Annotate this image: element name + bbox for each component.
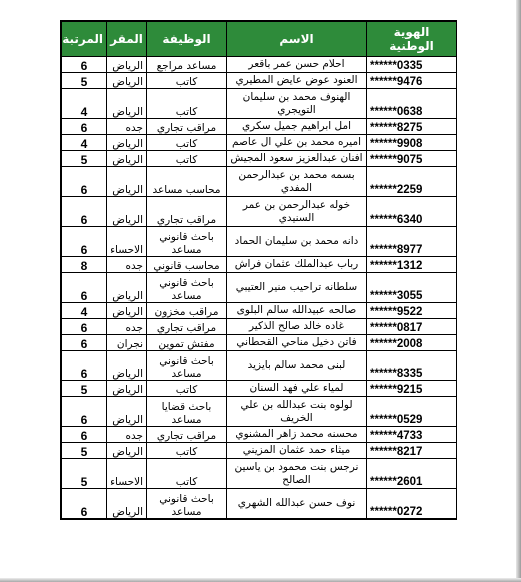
cell-location: الرياض (107, 273, 147, 303)
cell-job: محاسب مساعد (147, 167, 227, 197)
table-row (62, 443, 457, 459)
cell-job: مفتش تموين (147, 335, 227, 351)
table-row (62, 89, 457, 119)
cell-name: اميره محمد بن علي ال عاصم (227, 135, 367, 151)
table-row (62, 351, 457, 381)
cell-job: مراقب مخزون (147, 303, 227, 319)
cell-location: الرياض (107, 381, 147, 397)
window-bottom-shadow (0, 578, 521, 582)
cell-rank: 6 (62, 167, 107, 197)
header-national-id: الهوية الوطنية (367, 22, 457, 57)
cell-national-id: ******2008 (367, 335, 457, 351)
cell-national-id: ******4733 (367, 427, 457, 443)
cell-rank: 4 (62, 303, 107, 319)
table-row (62, 167, 457, 197)
cell-rank: 5 (62, 459, 107, 489)
cell-location: الرياض (107, 73, 147, 89)
cell-job: كاتب (147, 459, 227, 489)
table-row (62, 489, 457, 519)
table-row (62, 197, 457, 227)
cell-location: الرياض (107, 167, 147, 197)
table-row (62, 397, 457, 427)
cell-name: العنود عوض عايض المطيري (227, 73, 367, 89)
table-row (62, 381, 457, 397)
cell-job: كاتب (147, 73, 227, 89)
cell-name: غاده خالد صالح الذكير (227, 319, 367, 335)
cell-name: لبنى محمد سالم بايزيد (227, 351, 367, 381)
header-location: المقر (107, 22, 147, 57)
cell-job: كاتب (147, 443, 227, 459)
table-row (62, 151, 457, 167)
cell-rank: 4 (62, 89, 107, 119)
cell-job: باحث قانوني مساعد (147, 227, 227, 257)
candidates-sheet (60, 20, 457, 520)
cell-national-id: ******9522 (367, 303, 457, 319)
cell-national-id: ******2601 (367, 459, 457, 489)
cell-name: امل ابراهيم جميل سكري (227, 119, 367, 135)
cell-rank: 6 (62, 197, 107, 227)
cell-name: لولوه بنت عبدالله بن علي الخريف (227, 397, 367, 427)
cell-national-id: ******9075 (367, 151, 457, 167)
cell-rank: 6 (62, 489, 107, 519)
cell-job: كاتب (147, 151, 227, 167)
cell-location: جده (107, 119, 147, 135)
cell-name: صالحه عبيدالله سالم البلوى (227, 303, 367, 319)
cell-location: الرياض (107, 351, 147, 381)
cell-name: ميثاء حمد عثمان المزيني (227, 443, 367, 459)
cell-rank: 5 (62, 381, 107, 397)
cell-rank: 6 (62, 57, 107, 73)
cell-rank: 5 (62, 443, 107, 459)
cell-location: الرياض (107, 135, 147, 151)
cell-rank: 6 (62, 397, 107, 427)
cell-national-id: ******0817 (367, 319, 457, 335)
cell-rank: 6 (62, 335, 107, 351)
cell-location: الرياض (107, 443, 147, 459)
cell-job: كاتب (147, 89, 227, 119)
table-body (62, 57, 457, 519)
cell-national-id: ******2259 (367, 167, 457, 197)
cell-name: فاتن دخيل مناحي القحطاني (227, 335, 367, 351)
cell-job: باحث قضايا مساعد (147, 397, 227, 427)
cell-job: مراقب تجاري (147, 119, 227, 135)
table-row (62, 427, 457, 443)
table-row (62, 459, 457, 489)
cell-rank: 4 (62, 135, 107, 151)
table-row (62, 319, 457, 335)
cell-name: دانه محمد بن سليمان الحماد (227, 227, 367, 257)
header-rank: المرتبة (62, 22, 107, 57)
cell-job: مراقب تجاري (147, 197, 227, 227)
cell-rank: 6 (62, 351, 107, 381)
window-edge-shadow (516, 0, 521, 582)
cell-rank: 8 (62, 257, 107, 273)
table-header-row (62, 22, 457, 57)
table-row (62, 57, 457, 73)
cell-location: الرياض (107, 489, 147, 519)
cell-location: الرياض (107, 151, 147, 167)
cell-national-id: ******0272 (367, 489, 457, 519)
cell-location: الاحساء (107, 227, 147, 257)
cell-location: جده (107, 427, 147, 443)
cell-name: نرجس بنت محمود بن ياسين الصالح (227, 459, 367, 489)
header-job: الوظيفة (147, 22, 227, 57)
cell-job: محاسب قانوني (147, 257, 227, 273)
cell-name: سلطانه تراحيب منير العتيبي (227, 273, 367, 303)
cell-name: الهنوف محمد بن سليمان التويجري (227, 89, 367, 119)
cell-rank: 5 (62, 73, 107, 89)
cell-name: بسمه محمد بن عبدالرحمن المفدي (227, 167, 367, 197)
table-row (62, 227, 457, 257)
cell-name: نوف حسن عبدالله الشهري (227, 489, 367, 519)
table-row (62, 73, 457, 89)
cell-job: مساعد مراجع (147, 57, 227, 73)
cell-location: جده (107, 319, 147, 335)
header-name: الاسم (227, 22, 367, 57)
candidates-table (61, 21, 457, 519)
cell-national-id: ******8217 (367, 443, 457, 459)
cell-rank: 6 (62, 427, 107, 443)
cell-name: احلام حسن عمر باقعر (227, 57, 367, 73)
cell-national-id: ******8977 (367, 227, 457, 257)
cell-name: خوله عبدالرحمن بن عمر السنيدي (227, 197, 367, 227)
cell-national-id: ******0529 (367, 397, 457, 427)
cell-location: الرياض (107, 303, 147, 319)
table-row (62, 303, 457, 319)
table-row (62, 273, 457, 303)
cell-national-id: ******8275 (367, 119, 457, 135)
cell-name: محسنه محمد زاهر المشنوي (227, 427, 367, 443)
cell-job: باحث قانوني مساعد (147, 273, 227, 303)
cell-location: جده (107, 257, 147, 273)
cell-location: الرياض (107, 89, 147, 119)
table-row (62, 257, 457, 273)
cell-location: الاحساء (107, 459, 147, 489)
cell-location: الرياض (107, 57, 147, 73)
cell-rank: 6 (62, 119, 107, 135)
cell-job: مراقب تجاري (147, 427, 227, 443)
cell-national-id: ******9908 (367, 135, 457, 151)
cell-national-id: ******0638 (367, 89, 457, 119)
cell-national-id: ******6340 (367, 197, 457, 227)
cell-job: باحث قانوني مساعد (147, 489, 227, 519)
table-row (62, 135, 457, 151)
cell-name: رباب عبدالملك عثمان فراش (227, 257, 367, 273)
cell-national-id: ******3055 (367, 273, 457, 303)
table-row (62, 119, 457, 135)
cell-job: باحث قانوني مساعد (147, 351, 227, 381)
cell-name: افنان عبدالعزيز سعود المجيش (227, 151, 367, 167)
cell-rank: 5 (62, 151, 107, 167)
cell-national-id: ******9476 (367, 73, 457, 89)
cell-national-id: ******8335 (367, 351, 457, 381)
cell-rank: 6 (62, 319, 107, 335)
cell-rank: 6 (62, 227, 107, 257)
cell-job: كاتب (147, 381, 227, 397)
table-row (62, 335, 457, 351)
cell-location: الرياض (107, 397, 147, 427)
cell-national-id: ******1312 (367, 257, 457, 273)
cell-job: مراقب تجاري (147, 319, 227, 335)
cell-national-id: ******0335 (367, 57, 457, 73)
cell-name: لمياء علي فهد السنان (227, 381, 367, 397)
cell-national-id: ******9215 (367, 381, 457, 397)
cell-rank: 6 (62, 273, 107, 303)
cell-location: الرياض (107, 197, 147, 227)
cell-job: كاتب (147, 135, 227, 151)
cell-location: نجران (107, 335, 147, 351)
